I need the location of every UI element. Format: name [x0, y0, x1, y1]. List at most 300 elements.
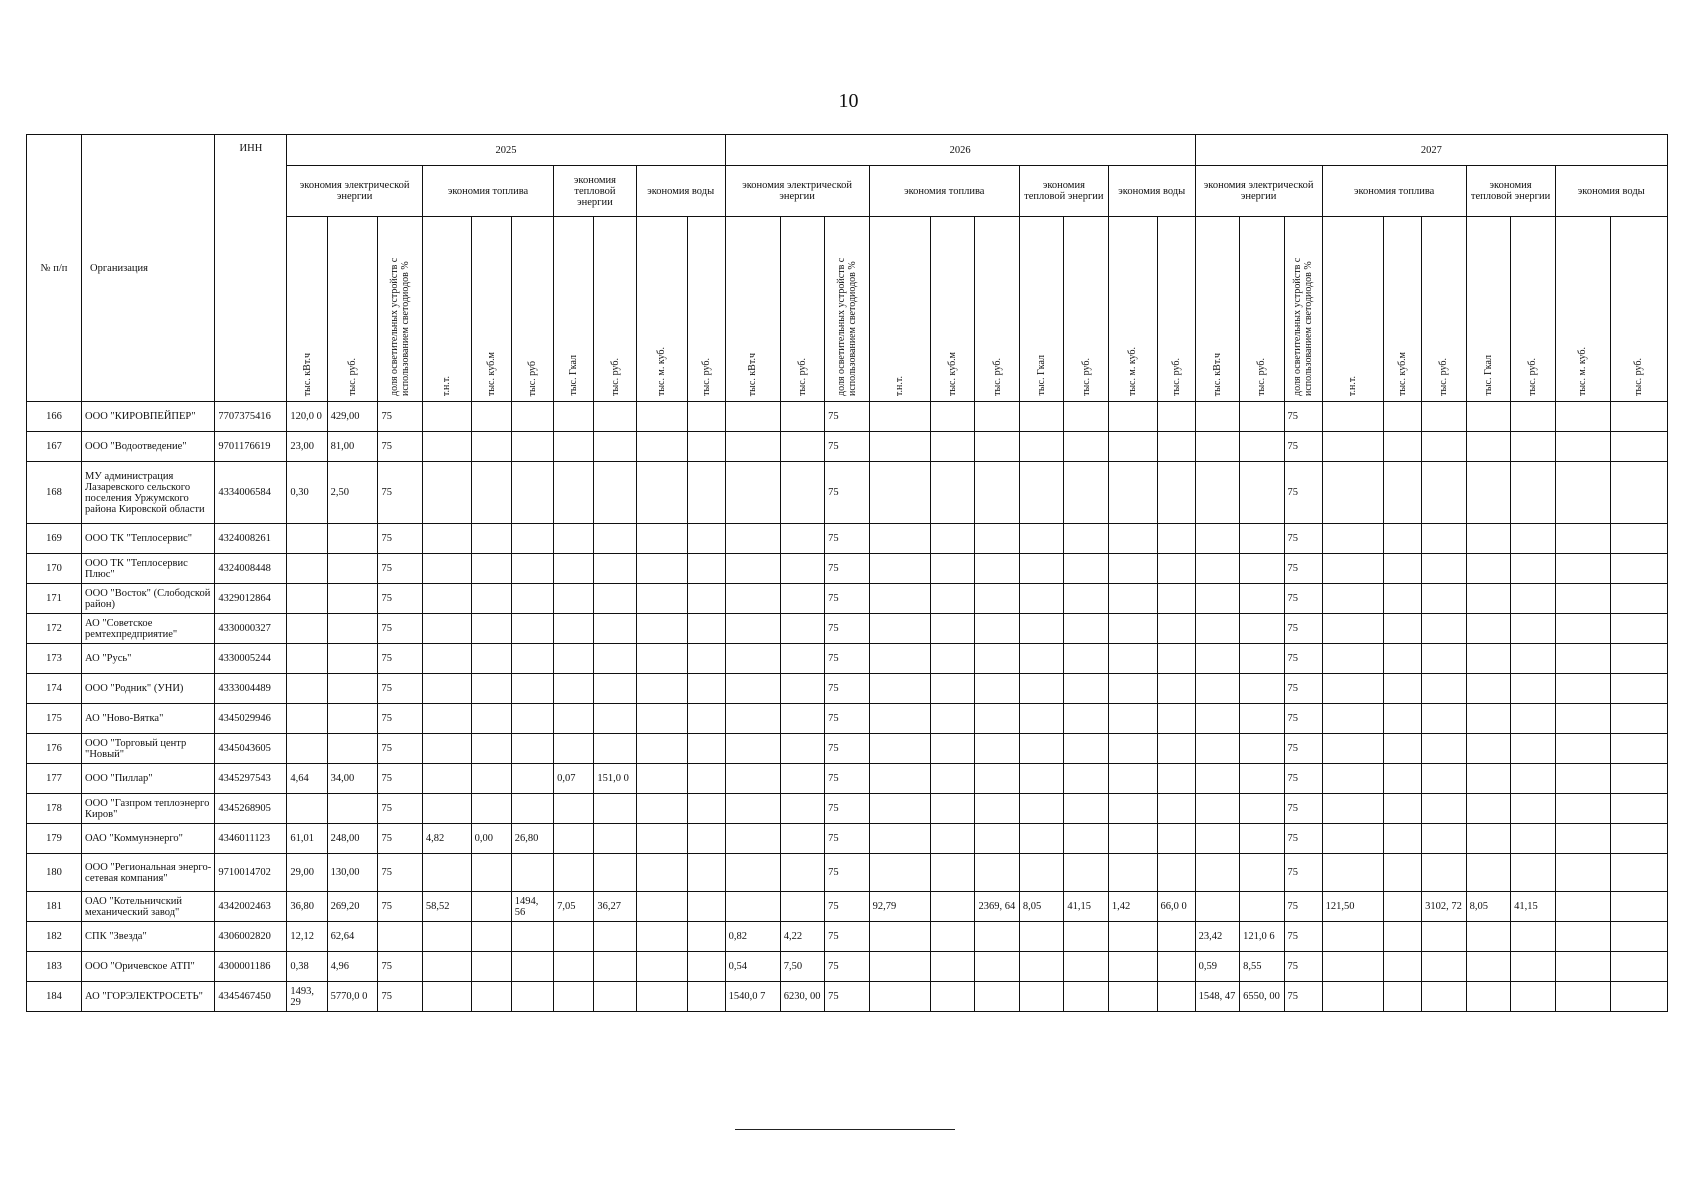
value-cell	[1466, 764, 1510, 794]
header-unit-label: тыс. куб.м	[947, 351, 959, 396]
value-cell	[1019, 614, 1063, 644]
value-cell	[1422, 734, 1466, 764]
value-cell	[1511, 584, 1555, 614]
header-unit-label: тыс. руб.	[347, 358, 359, 396]
footer-rule	[735, 1129, 955, 1130]
value-cell	[636, 952, 687, 982]
value-cell	[1555, 614, 1610, 644]
value-cell: 8,55	[1240, 952, 1284, 982]
value-cell	[1422, 674, 1466, 704]
value-cell	[511, 644, 553, 674]
value-cell: 75	[1284, 644, 1322, 674]
value-cell: 1548, 47	[1195, 982, 1239, 1012]
header-unit-label: тыс. куб.м	[1397, 351, 1409, 396]
value-cell: 120,0 0	[287, 402, 327, 432]
value-cell	[869, 952, 930, 982]
value-cell	[422, 432, 471, 462]
value-cell	[1422, 402, 1466, 432]
value-cell	[1511, 704, 1555, 734]
value-cell	[1384, 462, 1422, 524]
value-cell	[931, 854, 975, 892]
value-cell	[554, 432, 594, 462]
value-cell	[687, 554, 725, 584]
value-cell	[1064, 794, 1108, 824]
value-cell	[1240, 764, 1284, 794]
value-cell	[725, 554, 780, 584]
inn-value: 4330000327	[215, 614, 287, 644]
header-organization: Организация	[82, 135, 215, 402]
value-cell	[1322, 614, 1383, 644]
value-cell: 0,82	[725, 922, 780, 952]
header-unit-label: тыс. руб.	[1080, 358, 1092, 396]
value-cell	[1384, 764, 1422, 794]
value-cell	[1019, 644, 1063, 674]
value-cell	[422, 952, 471, 982]
value-cell	[975, 524, 1019, 554]
value-cell	[687, 922, 725, 952]
value-cell	[471, 432, 511, 462]
value-cell	[471, 704, 511, 734]
value-cell	[975, 704, 1019, 734]
value-cell: 7,05	[554, 892, 594, 922]
value-cell	[511, 432, 553, 462]
header-unit-label: тыс. руб.	[1256, 358, 1268, 396]
value-cell: 62,64	[327, 922, 378, 952]
value-cell: 75	[825, 982, 869, 1012]
header-unit-label: т.н.т.	[894, 375, 906, 396]
value-cell	[1019, 854, 1063, 892]
value-cell	[725, 892, 780, 922]
value-cell	[1157, 734, 1195, 764]
inn-value: 4329012864	[215, 584, 287, 614]
value-cell	[975, 462, 1019, 524]
value-cell	[1108, 554, 1157, 584]
value-cell	[1610, 734, 1667, 764]
inn-value: 4345029946	[215, 704, 287, 734]
value-cell	[471, 524, 511, 554]
value-cell	[1322, 734, 1383, 764]
value-cell: 75	[825, 854, 869, 892]
value-cell	[931, 922, 975, 952]
value-cell: 29,00	[287, 854, 327, 892]
value-cell	[636, 584, 687, 614]
value-cell	[1610, 584, 1667, 614]
value-cell	[636, 824, 687, 854]
value-cell	[1157, 794, 1195, 824]
value-cell	[594, 402, 636, 432]
value-cell	[1610, 614, 1667, 644]
value-cell: 75	[378, 892, 422, 922]
value-cell	[1157, 764, 1195, 794]
value-cell	[1019, 734, 1063, 764]
value-cell	[554, 524, 594, 554]
value-cell	[511, 982, 553, 1012]
value-cell	[975, 674, 1019, 704]
value-cell	[687, 402, 725, 432]
value-cell	[1108, 524, 1157, 554]
value-cell	[1466, 644, 1510, 674]
table-row	[27, 704, 1668, 734]
value-cell: 75	[1284, 952, 1322, 982]
value-cell	[511, 952, 553, 982]
value-cell: 75	[825, 952, 869, 982]
value-cell	[1555, 922, 1610, 952]
value-cell	[327, 524, 378, 554]
row-number: 169	[27, 524, 82, 554]
organization-name: ОАО "Коммунэнерго"	[82, 824, 215, 854]
value-cell: 75	[1284, 432, 1322, 462]
value-cell: 75	[825, 524, 869, 554]
row-number: 181	[27, 892, 82, 922]
value-cell	[1195, 554, 1239, 584]
table-row	[27, 432, 1668, 462]
value-cell	[422, 854, 471, 892]
value-cell: 429,00	[327, 402, 378, 432]
value-cell	[780, 462, 824, 524]
organization-name: СПК "Звезда"	[82, 922, 215, 952]
value-cell	[471, 794, 511, 824]
value-cell	[1064, 824, 1108, 854]
value-cell	[975, 432, 1019, 462]
header-unit-label: тыс. руб	[526, 360, 538, 396]
value-cell	[869, 982, 930, 1012]
table-row	[27, 734, 1668, 764]
value-cell	[1240, 614, 1284, 644]
value-cell	[1511, 854, 1555, 892]
value-cell	[327, 794, 378, 824]
value-cell	[1195, 584, 1239, 614]
value-cell	[1384, 524, 1422, 554]
value-cell	[636, 922, 687, 952]
header-unit	[1511, 217, 1555, 402]
value-cell: 75	[1284, 674, 1322, 704]
value-cell	[780, 432, 824, 462]
inn-value: 4345268905	[215, 794, 287, 824]
row-number: 179	[27, 824, 82, 854]
value-cell: 1493, 29	[287, 982, 327, 1012]
value-cell	[1322, 794, 1383, 824]
value-cell	[1108, 734, 1157, 764]
table-row	[27, 794, 1668, 824]
value-cell	[780, 892, 824, 922]
value-cell	[1019, 524, 1063, 554]
value-cell	[1422, 584, 1466, 614]
value-cell	[687, 584, 725, 614]
value-cell	[1422, 704, 1466, 734]
value-cell	[636, 674, 687, 704]
value-cell	[422, 982, 471, 1012]
value-cell	[869, 734, 930, 764]
value-cell: 75	[1284, 982, 1322, 1012]
row-number: 174	[27, 674, 82, 704]
value-cell	[1466, 734, 1510, 764]
value-cell	[554, 584, 594, 614]
value-cell	[1108, 854, 1157, 892]
value-cell: 41,15	[1064, 892, 1108, 922]
header-inn: ИНН	[215, 135, 287, 402]
header-unit	[594, 217, 636, 402]
value-cell: 75	[378, 524, 422, 554]
value-cell	[1466, 524, 1510, 554]
organization-name: ООО "Оричевское АТП"	[82, 952, 215, 982]
value-cell	[287, 734, 327, 764]
value-cell	[1610, 764, 1667, 794]
value-cell	[687, 952, 725, 982]
value-cell	[1108, 614, 1157, 644]
value-cell	[1555, 674, 1610, 704]
value-cell	[636, 734, 687, 764]
value-cell: 75	[825, 432, 869, 462]
value-cell	[1384, 922, 1422, 952]
header-unit-label: тыс. кВт.ч	[301, 352, 313, 396]
value-cell	[869, 644, 930, 674]
value-cell	[1322, 554, 1383, 584]
inn-value: 4334006584	[215, 462, 287, 524]
value-cell	[554, 952, 594, 982]
value-cell	[422, 734, 471, 764]
value-cell	[1019, 432, 1063, 462]
value-cell	[1240, 824, 1284, 854]
value-cell	[1240, 432, 1284, 462]
header-unit-label: тыс. Гкал	[568, 355, 580, 396]
value-cell: 75	[825, 764, 869, 794]
header-unit-label: тыс. м. куб.	[1577, 346, 1589, 396]
value-cell	[1422, 524, 1466, 554]
row-number: 175	[27, 704, 82, 734]
value-cell: 75	[825, 704, 869, 734]
inn-value: 4345043605	[215, 734, 287, 764]
value-cell: 75	[825, 892, 869, 922]
header-group: экономия топлива	[422, 166, 553, 217]
value-cell: 3102, 72	[1422, 892, 1466, 922]
value-cell	[1064, 982, 1108, 1012]
value-cell: 6230, 00	[780, 982, 824, 1012]
value-cell	[931, 554, 975, 584]
value-cell	[780, 854, 824, 892]
value-cell: 75	[825, 674, 869, 704]
value-cell	[1240, 402, 1284, 432]
value-cell	[1157, 982, 1195, 1012]
table-row	[27, 462, 1668, 524]
value-cell: 26,80	[511, 824, 553, 854]
value-cell	[471, 854, 511, 892]
value-cell	[1555, 554, 1610, 584]
table-row	[27, 614, 1668, 644]
value-cell	[471, 554, 511, 584]
value-cell	[725, 432, 780, 462]
header-unit	[1195, 217, 1239, 402]
organization-name: ООО "Региональная энерго-сетевая компания"	[82, 854, 215, 892]
header-group: экономия тепловой энергии	[1466, 166, 1555, 217]
value-cell	[725, 794, 780, 824]
value-cell	[1322, 644, 1383, 674]
value-cell: 23,00	[287, 432, 327, 462]
header-unit	[931, 217, 975, 402]
value-cell	[869, 402, 930, 432]
value-cell: 75	[825, 824, 869, 854]
value-cell	[1384, 432, 1422, 462]
value-cell	[1064, 674, 1108, 704]
value-cell	[1384, 734, 1422, 764]
value-cell	[1511, 734, 1555, 764]
value-cell	[1610, 644, 1667, 674]
value-cell	[422, 554, 471, 584]
value-cell	[687, 432, 725, 462]
value-cell	[780, 554, 824, 584]
header-unit	[422, 217, 471, 402]
value-cell	[1195, 674, 1239, 704]
header-unit	[327, 217, 378, 402]
value-cell	[1195, 462, 1239, 524]
value-cell	[1422, 432, 1466, 462]
value-cell	[931, 614, 975, 644]
value-cell: 75	[378, 982, 422, 1012]
value-cell	[636, 614, 687, 644]
value-cell: 75	[825, 644, 869, 674]
value-cell	[1610, 704, 1667, 734]
value-cell	[422, 524, 471, 554]
value-cell	[975, 794, 1019, 824]
value-cell: 75	[1284, 704, 1322, 734]
value-cell: 92,79	[869, 892, 930, 922]
value-cell	[1466, 952, 1510, 982]
value-cell	[975, 854, 1019, 892]
value-cell: 2369, 64	[975, 892, 1019, 922]
table-row	[27, 824, 1668, 854]
value-cell	[594, 644, 636, 674]
value-cell	[1555, 734, 1610, 764]
value-cell	[1555, 462, 1610, 524]
value-cell	[1064, 554, 1108, 584]
value-cell	[1610, 554, 1667, 584]
value-cell	[725, 854, 780, 892]
value-cell	[1240, 674, 1284, 704]
value-cell	[554, 402, 594, 432]
value-cell	[327, 644, 378, 674]
value-cell: 34,00	[327, 764, 378, 794]
value-cell	[725, 704, 780, 734]
value-cell	[511, 704, 553, 734]
value-cell	[471, 644, 511, 674]
value-cell	[1466, 614, 1510, 644]
value-cell	[1157, 524, 1195, 554]
value-cell	[594, 614, 636, 644]
value-cell	[1195, 644, 1239, 674]
value-cell	[1157, 922, 1195, 952]
value-cell	[1511, 764, 1555, 794]
header-unit	[1466, 217, 1510, 402]
value-cell	[1610, 674, 1667, 704]
row-number: 183	[27, 952, 82, 982]
value-cell	[1240, 734, 1284, 764]
value-cell	[1157, 674, 1195, 704]
value-cell	[1157, 614, 1195, 644]
value-cell	[1195, 614, 1239, 644]
value-cell	[511, 554, 553, 584]
value-cell	[1240, 524, 1284, 554]
value-cell	[1195, 794, 1239, 824]
value-cell: 75	[1284, 854, 1322, 892]
value-cell	[1019, 704, 1063, 734]
value-cell	[1108, 922, 1157, 952]
row-number: 178	[27, 794, 82, 824]
header-unit-label: тыс. Гкал	[1036, 355, 1048, 396]
value-cell	[1555, 892, 1610, 922]
table-row	[27, 952, 1668, 982]
value-cell	[594, 674, 636, 704]
value-cell	[725, 764, 780, 794]
inn-value: 4346011123	[215, 824, 287, 854]
value-cell	[1064, 952, 1108, 982]
value-cell	[636, 524, 687, 554]
value-cell	[1466, 584, 1510, 614]
header-group: экономия воды	[1555, 166, 1667, 217]
value-cell	[1466, 794, 1510, 824]
value-cell	[1064, 614, 1108, 644]
value-cell	[869, 614, 930, 644]
value-cell	[422, 614, 471, 644]
value-cell: 81,00	[327, 432, 378, 462]
value-cell	[1466, 922, 1510, 952]
value-cell	[594, 854, 636, 892]
header-unit	[511, 217, 553, 402]
value-cell	[1555, 764, 1610, 794]
value-cell: 75	[1284, 554, 1322, 584]
value-cell	[1610, 892, 1667, 922]
value-cell	[725, 614, 780, 644]
value-cell	[1322, 824, 1383, 854]
value-cell	[1240, 794, 1284, 824]
value-cell	[1322, 704, 1383, 734]
value-cell: 1,42	[1108, 892, 1157, 922]
header-group: экономия электрической энергии	[1195, 166, 1322, 217]
value-cell	[1555, 402, 1610, 432]
organization-name: ОАО "Котельничский механический завод"	[82, 892, 215, 922]
value-cell: 75	[1284, 794, 1322, 824]
value-cell: 6550, 00	[1240, 982, 1284, 1012]
value-cell	[1555, 704, 1610, 734]
inn-value: 4300001186	[215, 952, 287, 982]
value-cell	[1019, 462, 1063, 524]
value-cell	[1422, 644, 1466, 674]
row-number: 184	[27, 982, 82, 1012]
value-cell: 75	[1284, 584, 1322, 614]
value-cell	[471, 614, 511, 644]
value-cell	[1064, 462, 1108, 524]
table-row	[27, 982, 1668, 1012]
header-num: № п/п	[27, 135, 82, 402]
value-cell	[687, 674, 725, 704]
value-cell: 75	[1284, 402, 1322, 432]
value-cell	[1322, 982, 1383, 1012]
value-cell	[422, 644, 471, 674]
value-cell: 23,42	[1195, 922, 1239, 952]
value-cell	[1322, 402, 1383, 432]
organization-name: ООО "КИРОВПЕЙПЕР"	[82, 402, 215, 432]
value-cell	[869, 584, 930, 614]
header-unit	[780, 217, 824, 402]
value-cell	[869, 704, 930, 734]
value-cell	[725, 524, 780, 554]
table-row	[27, 922, 1668, 952]
value-cell	[931, 432, 975, 462]
header-unit	[636, 217, 687, 402]
value-cell	[1610, 854, 1667, 892]
value-cell	[1195, 734, 1239, 764]
value-cell	[1064, 402, 1108, 432]
header-unit	[1422, 217, 1466, 402]
value-cell	[1511, 524, 1555, 554]
